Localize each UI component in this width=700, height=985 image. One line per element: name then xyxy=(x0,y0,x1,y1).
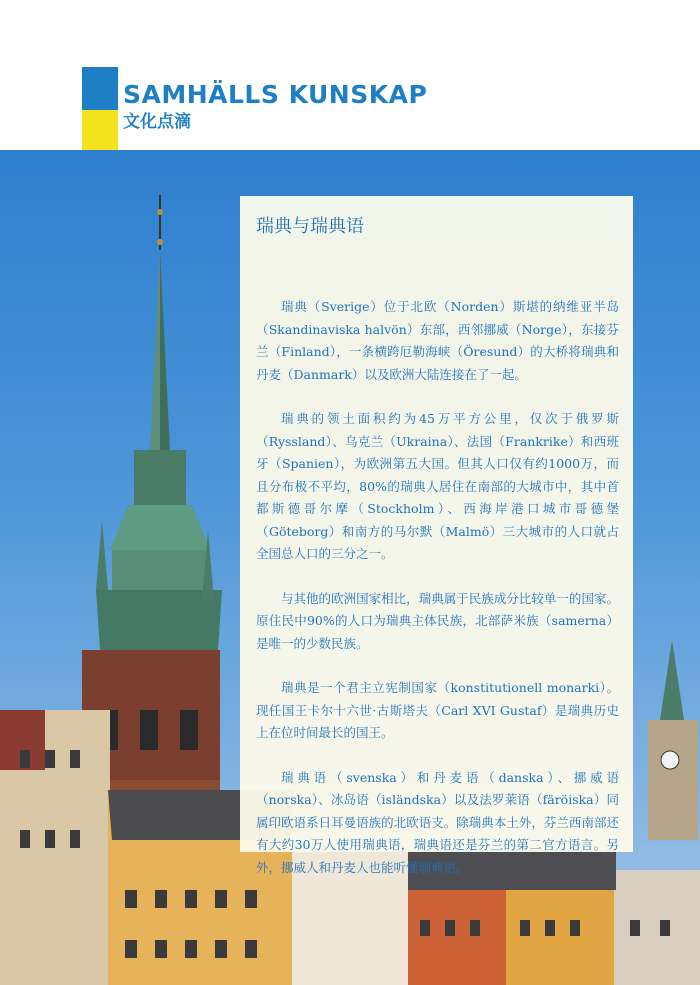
article-paragraph: 与其他的欧洲国家相比，瑞典属于民族成分比较单一的国家。原住民中90%的人口为瑞典主体民族，北部萨米族（samerna）是唯一的少数民族。 xyxy=(256,590,619,651)
page-header xyxy=(0,0,700,150)
article-paragraph: 瑞典语（svenska）和丹麦语（danska）、挪威语（norska）、冰岛语（isländska）以及法罗莱语（färöiska）同属印欧语系日耳曼语族的北欧语支。除瑞典本土外，芬兰西南部还有大约30万人使用瑞典语，瑞典语还是芬兰的第二官方语言。另外，挪威人和丹麦人也能听懂瑞典语。 xyxy=(256,769,619,875)
article-paragraph: 瑞典（Sverige）位于北欧（Norden）斯堪的纳维亚半岛（Skandinaviska halvön）东部，西邻挪威（Norge），东接芬兰（Finland），一条横跨厄勒海峡（Öresund）的大桥将瑞典和丹麦（Danmark）以及欧洲大陆连接在了一起。 xyxy=(256,299,619,382)
article-panel xyxy=(240,196,633,875)
right-clock-tower xyxy=(648,640,698,840)
article-paragraph: 瑞典的领土面积约为45万平方公里，仅次于俄罗斯（Ryssland）、乌克兰（Ukraina）、法国（Frankrike）和西班牙（Spanien），为欧洲第五大国。但其人口仅有约1000万，而且分布极不平均，80%的瑞典人居住在南部的大城市中，其中首都斯德哥尔摩（Stockholm）、西海岸港口城市哥德堡（Göteborg）和南方的马尔默（Malmö）三大城市的人口就占全国总人口的三分之一。 xyxy=(256,411,619,561)
section-title-chinese: 文化点滴 xyxy=(123,112,191,132)
article-paragraph: 瑞典是一个君主立宪制国家（konstitutionell monarki）。现任国王卡尔十六世·古斯塔夫（Carl XVI Gustaf）是瑞典历史上在位时间最长的国王。 xyxy=(256,680,619,740)
section-title-english: SAMHÄLLS KUNSKAP xyxy=(123,80,428,109)
article-heading: 瑞典与瑞典语 xyxy=(256,216,364,237)
flag-yellow-block xyxy=(82,110,118,150)
flag-blue-block xyxy=(82,67,118,110)
